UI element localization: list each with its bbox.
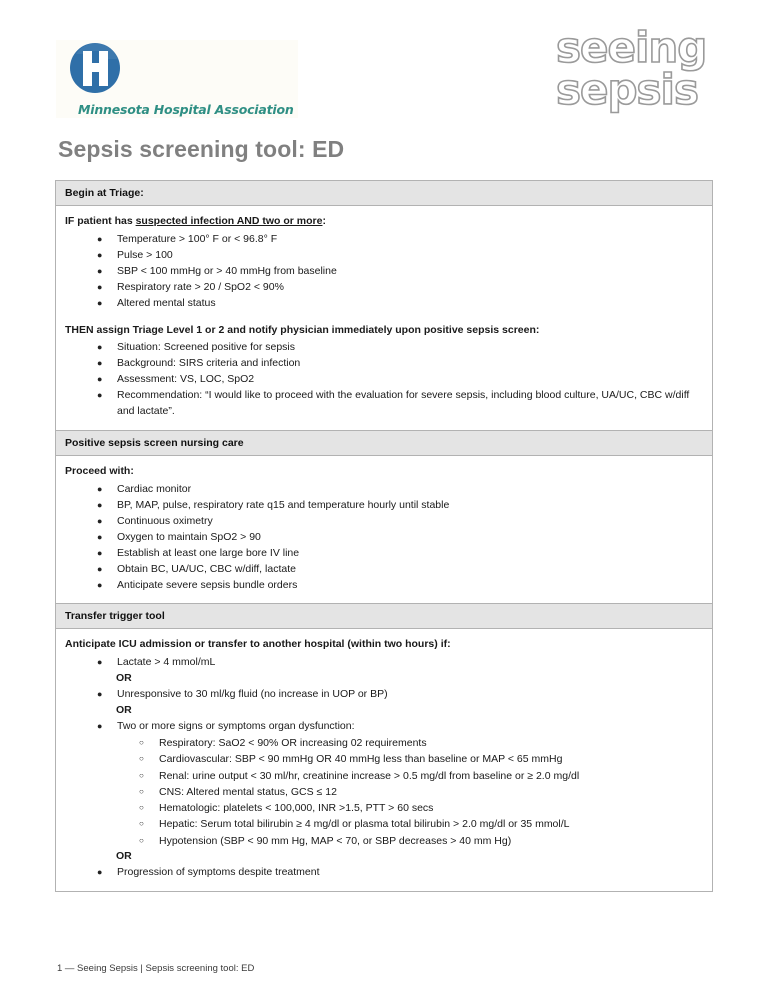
hospital-h-circle-icon <box>68 42 122 96</box>
bullet-icon: ● <box>97 342 103 353</box>
list-item <box>65 248 703 264</box>
bullet-icon: ● <box>97 563 103 574</box>
list-item-label: Pulse > 100 <box>117 248 173 261</box>
sub-bullet-icon: ○ <box>139 770 144 780</box>
list-item <box>65 530 703 546</box>
lead-text-before: THEN assign Triage Level 1 or 2 and notify physician immediately upon positive sepsis screen: <box>65 323 540 336</box>
list-item <box>65 264 703 280</box>
organ-dysfunction-sublist <box>117 735 703 849</box>
list-item <box>65 719 703 865</box>
list-item <box>117 751 703 767</box>
bullet-icon: ● <box>97 374 103 385</box>
nursing-care-list <box>65 482 703 594</box>
list-item-label: Obtain BC, UA/UC, CBC w/diff, lactate <box>117 562 296 575</box>
list-item <box>65 578 703 594</box>
list-item <box>65 562 703 578</box>
table-row <box>56 456 713 604</box>
list-item-label: Hypotension (SBP < 90 mm Hg, MAP < 70, or SBP decreases > 40 mm Hg) <box>159 834 512 847</box>
seeing-sepsis-logo <box>556 23 716 120</box>
sub-bullet-icon: ○ <box>139 819 144 829</box>
bullet-icon: ● <box>97 233 103 244</box>
list-item <box>65 655 703 687</box>
bullet-icon: ● <box>97 721 103 732</box>
or-connector: OR <box>116 672 132 685</box>
table-row <box>56 604 713 629</box>
mha-org-name: Minnesota Hospital Association <box>78 102 294 117</box>
list-item-label: Recommendation: “I would like to proceed with the evaluation for severe sepsis, including blood culture, UA/UC, CBC w/diff and lactate”. <box>117 389 690 418</box>
list-item-label: Situation: Screened positive for sepsis <box>117 341 296 354</box>
bullet-icon: ● <box>97 547 103 558</box>
bullet-icon: ● <box>97 297 103 308</box>
bullet-icon: ● <box>97 866 103 877</box>
list-item <box>117 735 703 751</box>
list-item <box>65 498 703 514</box>
list-item-label: Progression of symptoms despite treatment <box>117 865 320 878</box>
section-body-transfer-trigger <box>56 629 713 891</box>
lead-text-underlined: suspected infection AND two or more <box>135 215 323 227</box>
table-row <box>56 629 713 891</box>
bullet-icon: ● <box>97 483 103 494</box>
list-item-label: Unresponsive to 30 ml/kg fluid (no increase in UOP or BP) <box>117 688 388 701</box>
list-item <box>65 514 703 530</box>
list-item <box>65 865 703 881</box>
list-item <box>65 296 703 312</box>
list-item-label: Hematologic: platelets < 100,000, INR >1.5, PTT > 60 secs <box>159 802 434 815</box>
or-connector: OR <box>116 704 132 717</box>
list-item-label: Two or more signs or symptoms organ dysfunction: <box>117 720 355 733</box>
section-header-positive-sepsis-screen-nursing-care: Positive sepsis screen nursing care <box>56 431 713 456</box>
table-row <box>56 181 713 206</box>
bullet-icon: ● <box>97 499 103 510</box>
bullet-icon: ● <box>97 390 103 401</box>
list-item-label: Altered mental status <box>117 296 216 309</box>
list-item <box>65 546 703 562</box>
lead-text-before: IF patient has <box>65 215 136 227</box>
lead-text-before: Proceed with: <box>65 465 134 478</box>
list-item <box>65 356 703 372</box>
list-item-label: Respiratory rate > 20 / SpO2 < 90% <box>117 280 284 293</box>
list-item-label: CNS: Altered mental status, GCS ≤ 12 <box>159 785 337 798</box>
bullet-icon: ● <box>97 657 103 668</box>
list-item-label: SBP < 100 mmHg or > 40 mmHg from baseline <box>117 264 337 277</box>
lead-text-before: Anticipate ICU admission or transfer to another hospital (within two hours) if: <box>65 638 451 651</box>
lead-anticipate-icu-admission <box>65 637 703 653</box>
section-body-begin-at-triage <box>56 206 713 431</box>
bullet-icon: ● <box>97 579 103 590</box>
list-item-label: Assessment: VS, LOC, SpO2 <box>117 373 255 386</box>
bullet-icon: ● <box>97 249 103 260</box>
seeing-sepsis-line-2: sepsis <box>556 65 698 114</box>
page-title: Sepsis screening tool: ED <box>58 136 345 162</box>
list-item-label: Cardiovascular: SBP < 90 mmHg OR 40 mmHg less than baseline or MAP < 65 mmHg <box>159 753 563 766</box>
list-item-label: Renal: urine output < 30 ml/hr, creatinine increase > 0.5 mg/dl from baseline or ≥ 2.0 mg/dl <box>159 769 580 782</box>
list-item-label: Establish at least one large bore IV line <box>117 546 300 559</box>
bullet-icon: ● <box>97 689 103 700</box>
list-item-label: Lactate > 4 mmol/mL <box>117 656 216 669</box>
bullet-icon: ● <box>97 358 103 369</box>
list-item <box>65 687 703 719</box>
list-item-label: Hepatic: Serum total bilirubin ≥ 4 mg/dl or plasma total bilirubin > 2.0 mg/dl or 35 mmol/L <box>159 818 570 831</box>
list-item <box>117 800 703 816</box>
list-item-label: Respiratory: SaO2 < 90% OR increasing 02 requirements <box>159 736 427 749</box>
table-row <box>56 206 713 431</box>
list-item-label: Cardiac monitor <box>117 482 192 495</box>
page-footer: 1 — Seeing Sepsis | Sepsis screening tool: ED <box>57 963 255 974</box>
table-row <box>56 431 713 456</box>
list-item <box>65 482 703 498</box>
list-item <box>117 833 703 849</box>
sub-bullet-icon: ○ <box>139 754 144 764</box>
bullet-icon: ● <box>97 531 103 542</box>
document-header <box>56 23 716 128</box>
minnesota-hospital-association-logo <box>56 40 298 118</box>
bullet-icon: ● <box>97 515 103 526</box>
list-item <box>65 340 703 356</box>
or-connector: OR <box>116 849 132 862</box>
lead-text-after: : <box>322 215 326 227</box>
list-item-label: Anticipate severe sepsis bundle orders <box>117 578 298 591</box>
list-item-label: Temperature > 100° F or < 96.8° F <box>117 232 278 245</box>
sub-bullet-icon: ○ <box>139 737 144 747</box>
section-body-nursing-care <box>56 456 713 604</box>
list-item-label: BP, MAP, pulse, respiratory rate q15 and temperature hourly until stable <box>117 498 450 511</box>
list-item <box>117 784 703 800</box>
transfer-trigger-list <box>65 655 703 881</box>
list-item <box>65 372 703 388</box>
list-item <box>65 280 703 296</box>
sub-bullet-icon: ○ <box>139 803 144 813</box>
list-item-label: Continuous oximetry <box>117 514 213 527</box>
list-item <box>117 768 703 784</box>
triage-criteria-list <box>65 232 703 312</box>
sepsis-screening-table <box>55 180 713 892</box>
list-item-label: Background: SIRS criteria and infection <box>117 357 301 370</box>
lead-then-assign <box>65 323 703 339</box>
sub-bullet-icon: ○ <box>139 835 144 845</box>
section-header-transfer-trigger-tool: Transfer trigger tool <box>56 604 713 629</box>
lead-proceed-with <box>65 464 703 480</box>
block-spacer <box>65 312 703 323</box>
list-item <box>117 816 703 832</box>
bullet-icon: ● <box>97 281 103 292</box>
list-item <box>65 232 703 248</box>
bullet-icon: ● <box>97 265 103 276</box>
list-item <box>65 388 703 420</box>
seeing-sepsis-line-1: seeing <box>556 23 707 72</box>
list-item-label: Oxygen to maintain SpO2 > 90 <box>117 530 261 543</box>
sbar-notification-list <box>65 340 703 420</box>
lead-if-patient-has <box>65 214 703 230</box>
section-header-begin-at-triage: Begin at Triage: <box>56 181 713 206</box>
sub-bullet-icon: ○ <box>139 786 144 796</box>
